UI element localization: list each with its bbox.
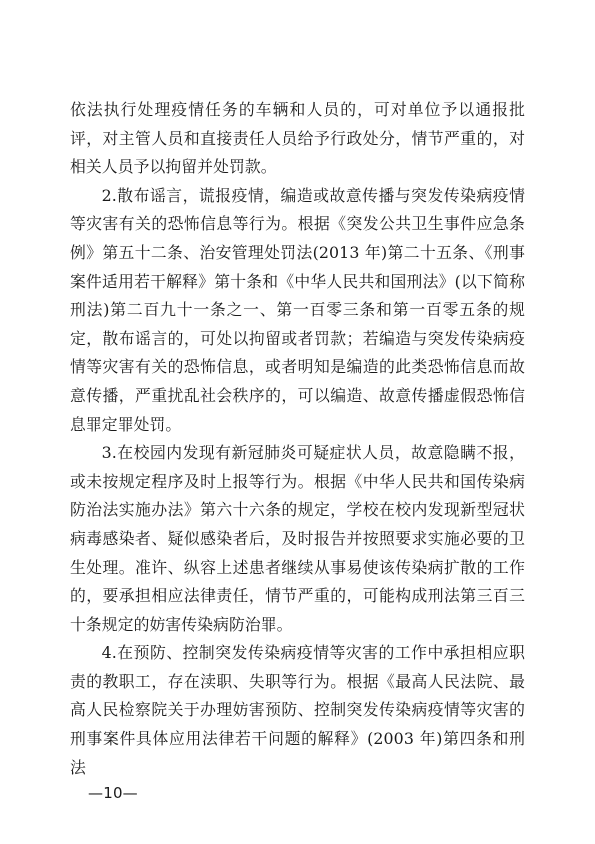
paragraph-item-3: 3.在校园内发现有新冠肺炎可疑症状人员，故意隐瞒不报，或未按规定程序及时上报等行为。根据《中华人民共和国传染病防治法实施办法》第六十六条的规定，学校在校内发现新型冠状病毒感染者、疑似感染者后，及时报告并按照要求实施必要的卫生处理。准许、纵容上述患者继续从事易使该传染病扩散的工作的，要承担相应法律责任，情节严重的，可能构成刑法第三百三十条规定的妨害传染病防治罪。	[70, 443, 525, 634]
page-number: —10—	[88, 784, 138, 802]
paragraph-item-4: 4.在预防、控制突发传染病疫情等灾害的工作中承担相应职责的教职工，存在渎职、失职等行为。根据《最高人民法院、最高人民检察院关于办理妨害预防、控制突发传染病疫情等灾害的刑事案件具体应用法律若干问题的解释》(2003 年)第四条和刑法	[70, 643, 525, 777]
body-text	[70, 96, 525, 782]
paragraph-item-2: 2.散布谣言，谎报疫情，编造或故意传播与突发传染病疫情等灾害有关的恐怖信息等行为。根据《突发公共卫生事件应急条例》第五十二条、治安管理处罚法(2013 年)第二十五条、《刑事案件适用若干解释》第十条和《中华人民共和国刑法》(以下简称刑法)第二百九十一条之一、第一百零三条和第一百零五条的规定，散布谣言的，可处以拘留或者罚款；若编造与突发传染病疫情等灾害有关的恐怖信息，或者明知是编造的此类恐怖信息而故意传播，严重扰乱社会秩序的，可以编造、故意传播虚假恐怖信息罪定罪处罚。	[70, 185, 525, 434]
paragraph-continuation: 依法执行处理疫情任务的车辆和人员的，可对单位予以通报批评，对主管人员和直接责任人员给予行政处分，情节严重的，对相关人员予以拘留并处罚款。	[70, 100, 525, 177]
